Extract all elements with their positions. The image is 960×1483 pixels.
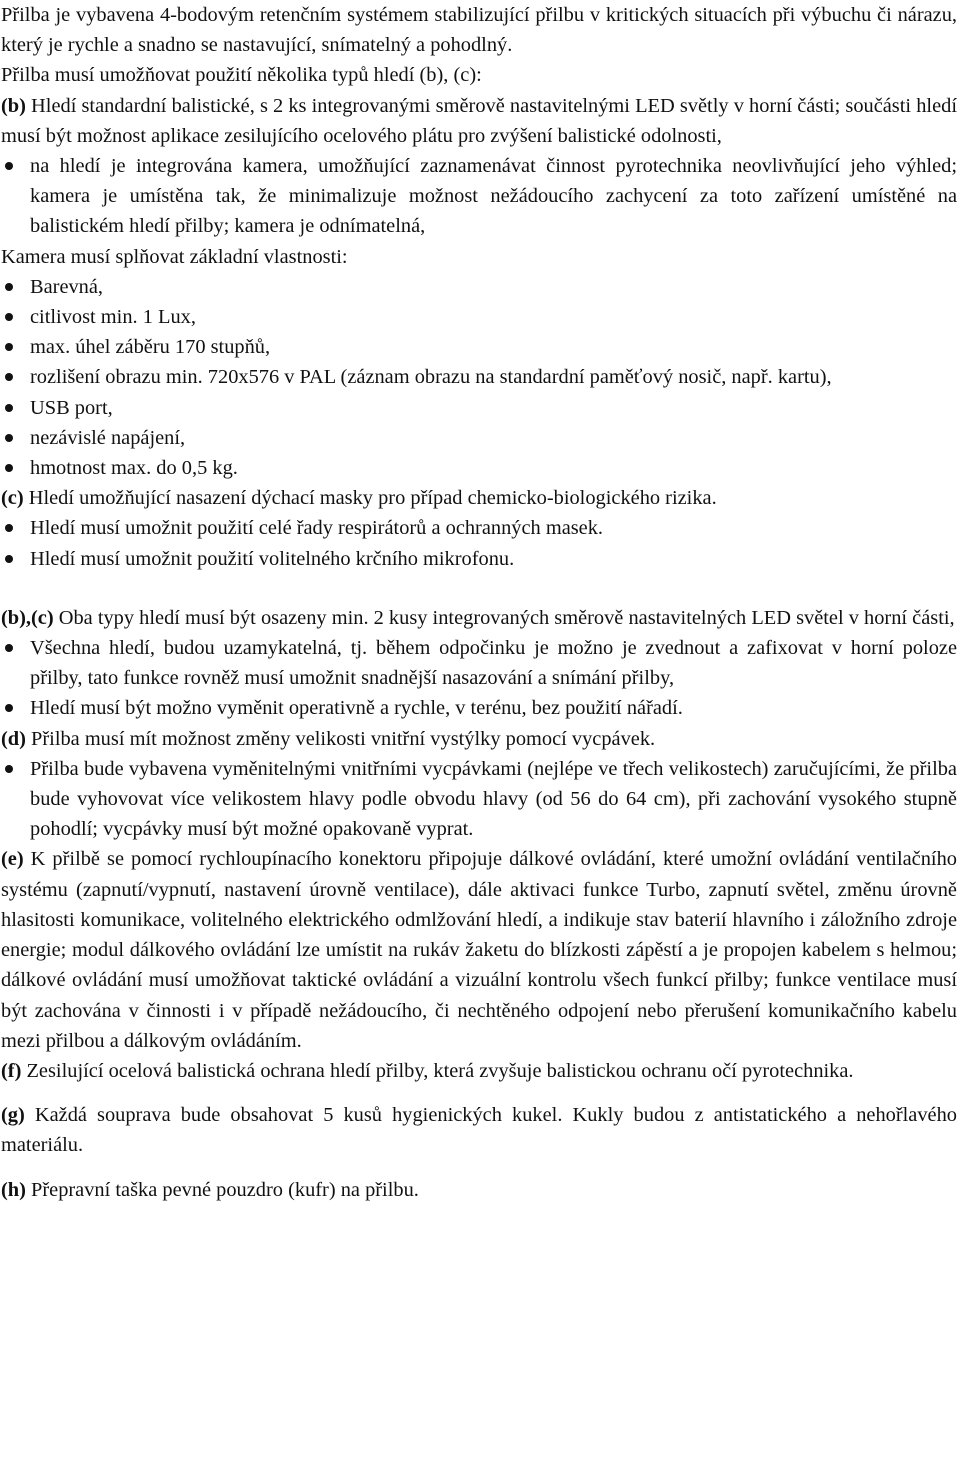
- section-bc-text: Oba typy hledí musí být osazeny min. 2 kusy integrovaných směrově nastavitelných LED světel v horní části,: [53, 606, 955, 629]
- list-item: Všechna hledí, budou uzamykatelná, tj. během odpočinku je možno je zvednout a zafixovat v horní poloze přilby, tato funkce rovněž musí umožnit snadnější nasazování a snímání přilby,: [1, 633, 957, 693]
- list-item: citlivost min. 1 Lux,: [1, 302, 957, 332]
- section-h-text: Přepravní taška pevné pouzdro (kufr) na přilbu.: [25, 1178, 419, 1201]
- section-c-text: Hledí umožňující nasazení dýchací masky pro případ chemicko-biologického rizika.: [23, 487, 717, 510]
- camera-intro: Kamera musí splňovat základní vlastnosti:: [1, 245, 348, 268]
- section-g: [1, 1100, 957, 1160]
- section-g-label: (g): [1, 1104, 25, 1127]
- section-bc-list: [1, 633, 957, 724]
- paragraph-visor-types: Přilba musí umožňovat použití několika typů hledí (b), (c):: [1, 64, 482, 87]
- section-d-label: (d): [1, 727, 26, 750]
- section-b-label: (b): [1, 94, 26, 117]
- list-item: Hledí musí být možno vyměnit operativně a rychle, v terénu, bez použití nářadí.: [1, 693, 957, 723]
- section-g-text: Každá souprava bude obsahovat 5 kusů hygienických kukel. Kukly budou z antistatického a nehořlavého materiálu.: [1, 1104, 957, 1157]
- spacer: [1, 574, 957, 603]
- section-b: [1, 91, 957, 151]
- list-item: USB port,: [1, 393, 957, 423]
- section-b-text: Hledí standardní balistické, s 2 ks integrovanými směrově nastavitelnými LED světly v horní části; součásti hledí musí být možnost aplikace zesilujícího ocelového plátu pro zvýšení balistické odolnosti,: [1, 94, 957, 147]
- list-item: max. úhel záběru 170 stupňů,: [1, 332, 957, 362]
- section-bc: [1, 603, 957, 633]
- section-c-label: (c): [1, 487, 24, 510]
- section-bc-label: (b),(c): [1, 606, 54, 629]
- list-item: hmotnost max. do 0,5 kg.: [1, 453, 957, 483]
- section-b-list: [1, 151, 957, 242]
- list-item: rozlišení obrazu min. 720x576 v PAL (záznam obrazu na standardní paměťový nosič, např. kartu),: [1, 362, 957, 392]
- list-item: Hledí musí umožnit použití volitelného krčního mikrofonu.: [1, 544, 957, 574]
- section-d-list: [1, 754, 957, 845]
- list-item: Přilba bude vybavena vyměnitelnými vnitřními vycpávkami (nejlépe ve třech velikostech) zaručujícími, že přilba bude vyhovovat více velikostem hlavy podle obvodu hlavy (od 56 do 64 cm), při zachování vysokého stupně pohodlí; vycpávky musí být možné opakovaně vyprat.: [1, 754, 957, 845]
- section-f-label: (f): [1, 1059, 22, 1082]
- list-item: Hledí musí umožnit použití celé řady respirátorů a ochranných masek.: [1, 513, 957, 543]
- paragraph-retention-system: Přilba je vybavena 4-bodovým retenčním systémem stabilizující přilbu v kritických situacích při výbuchu či nárazu, který je rychle a snadno se nastavující, snímatelný a pohodlný.: [1, 4, 957, 57]
- section-f-text: Zesilující ocelová balistická ochrana hledí přilby, která zvyšuje balistickou ochranu očí pyrotechnika.: [21, 1059, 854, 1082]
- list-item: nezávislé napájení,: [1, 423, 957, 453]
- spacer: [1, 1086, 957, 1100]
- list-item: Barevná,: [1, 272, 957, 302]
- section-h-label: (h): [1, 1178, 26, 1201]
- spacer: [1, 1161, 957, 1175]
- section-d: [1, 724, 957, 754]
- list-item: na hledí je integrována kamera, umožňující zaznamenávat činnost pyrotechnika neovlivňující jeho výhled; kamera je umístěna tak, že minimalizuje možnost nežádoucího zachycení za toto zařízení umístěné na balistickém hledí přilby; kamera je odnímatelná,: [1, 151, 957, 242]
- section-e-label: (e): [1, 848, 24, 871]
- section-e: [1, 844, 957, 1055]
- section-f: [1, 1056, 957, 1086]
- section-d-text: Přilba musí mít možnost změny velikosti vnitřní vystýlky pomocí vycpávek.: [25, 727, 656, 750]
- section-c-list: [1, 513, 957, 573]
- camera-list: [1, 272, 957, 483]
- section-e-text: K přilbě se pomocí rychloupínacího konektoru připojuje dálkové ovládání, které umožní ovládání ventilačního systému (zapnutí/vypnutí, nastavení úrovně ventilace), dále aktivaci funkce Turbo, zapnutí světel, změnu úrovně hlasitosti komunikace, volitelného elektrického odmlžování hledí, a indikuje stav baterií hlavního i záložního zdroje energie; modul dálkového ovládání lze umístit na rukáv žaketu do blízkosti zápěstí a je propojen kabelem s helmou; dálkové ovládání musí umožňovat taktické ovládání a vizuální kontrolu všech funkcí přilby; funkce ventilace musí být zachována v činnosti i v případě nežádoucího, či nechtěného odpojení nebo přerušení komunikačního kabelu mezi přilbou a dálkovým ovládáním.: [1, 848, 957, 1052]
- section-c: [1, 483, 957, 513]
- section-h: [1, 1175, 957, 1205]
